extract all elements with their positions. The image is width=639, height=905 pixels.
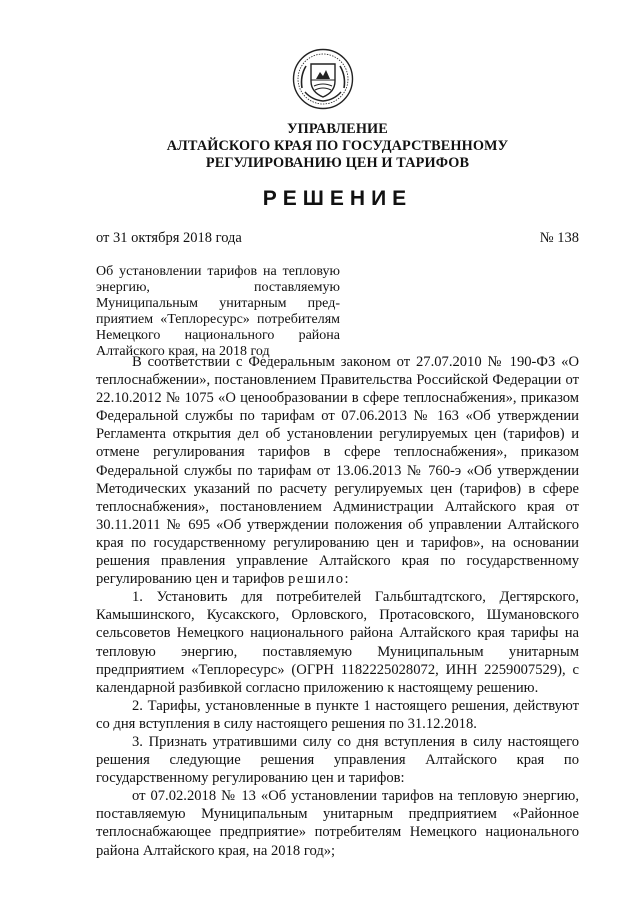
preamble-paragraph: В соответствии с Федеральным законом от 27.07.2010 № 190-ФЗ «О теплоснабжении», постановлением Правительства Российской Федерации от 22.10.2012 № 1075 «О ценообразовании в сфере теплоснабжения», приказом Федеральной службы по тарифам от 07.06.2013 № 163 «Об утверждении Регламента открытия дел об установлении регулируемых цен (тарифов) и отмене регулирования тарифов в сфере теплоснабжения», приказом Федеральной службы по тарифам от 13.06.2013 № 760-э «Об утверждении Методических указаний по расчету регулируемых цен (тарифов) в сфере теплоснабжения», постановлением Администрации Алтайского края от 30.11.2011 № 695 «Об утверждении положения об управлении Алтайского края по государственному регулированию цен и тарифов», на основании решения правления управление Алтайского края по государственному регулированию цен и тарифов решило: bbox=[96, 354, 579, 588]
date-number-row bbox=[96, 230, 579, 247]
preamble-text: В соответствии с Федеральным законом от 27.07.2010 № 190-ФЗ «О теплоснабжении», постановлением Правительства Российской Федерации от 22.10.2012 № 1075 «О ценообразовании в сфере теплоснабжения», приказом Федеральной службы по тарифам от 07.06.2013 № 163 «Об утверждении Регламента открытия дел об установлении регулируемых цен (тарифов) и отмене регулирования тарифов в сфере теплоснабжения», приказом Федеральной службы по тарифам от 13.06.2013 № 760-э «Об утверждении Методических указаний по расчету регулируемых цен (тарифов) в сфере теплоснабжения», постановлением Администрации Алтайского края от 30.11.2011 № 695 «Об утверждении положения об управлении Алтайского края по государственному регулированию цен и тарифов», на основании решения правления управление Алтайского края по государственному регулированию цен и тарифов bbox=[96, 354, 579, 588]
document-body bbox=[96, 353, 579, 860]
item-2-paragraph: 2. Тарифы, установленные в пункте 1 настоящего решения, действуют со дня вступления в силу настоящего решения по 31.12.2018. bbox=[96, 697, 579, 732]
document-number: № 138 bbox=[539, 230, 579, 246]
item-1-paragraph: 1. Установить для потребителей Гальбштадтского, Дегтярского, Камышинского, Кусакского, Орловского, Протасовского, Шумановского сельсоветов Немецкого национального района Алтайского края тарифы на тепловую энергию, поставляемую Муниципальным унитарным предприятием «Теплоресурс» (ОГРН 1182225028072, ИНН 2259007529), с календарной разбивкой согласно приложению к настоящему решению. bbox=[96, 589, 579, 696]
decides-word: решило bbox=[288, 571, 345, 588]
org-line-3: РЕГУЛИРОВАНИЮ ЦЕН И ТАРИФОВ bbox=[205, 155, 470, 171]
document-date: от 31 октября 2018 года bbox=[96, 230, 242, 246]
organization-name bbox=[96, 121, 579, 172]
item-3a-paragraph: от 07.02.2018 № 13 «Об установлении тарифов на тепловую энергию, поставляемую Муниципальным унитарным предприятием «Районное теплоснабжающее предприятие» потребителям Немецкого национального района Алтайского края, на 2018 год»; bbox=[96, 788, 579, 859]
org-line-1: УПРАВЛЕНИЕ bbox=[287, 121, 388, 137]
document-subject: Об установлении тарифов на тепловую энергию, поставляемую Муниципальным унитарным предприятием «Теплоресурс» потребителям Немецкого национального района Алтайского края, на 2018 год bbox=[96, 264, 340, 359]
org-line-2: АЛТАЙСКОГО КРАЯ ПО ГОСУДАРСТВЕННОМУ bbox=[166, 138, 509, 154]
document-title: РЕШЕНИЕ bbox=[262, 187, 413, 210]
item-3-paragraph: 3. Признать утратившими силу со дня вступления в силу настоящего решения следующие решения управления Алтайского края по государственному регулированию цен и тарифов: bbox=[96, 733, 579, 787]
altai-krai-coat-of-arms-icon bbox=[292, 48, 354, 110]
